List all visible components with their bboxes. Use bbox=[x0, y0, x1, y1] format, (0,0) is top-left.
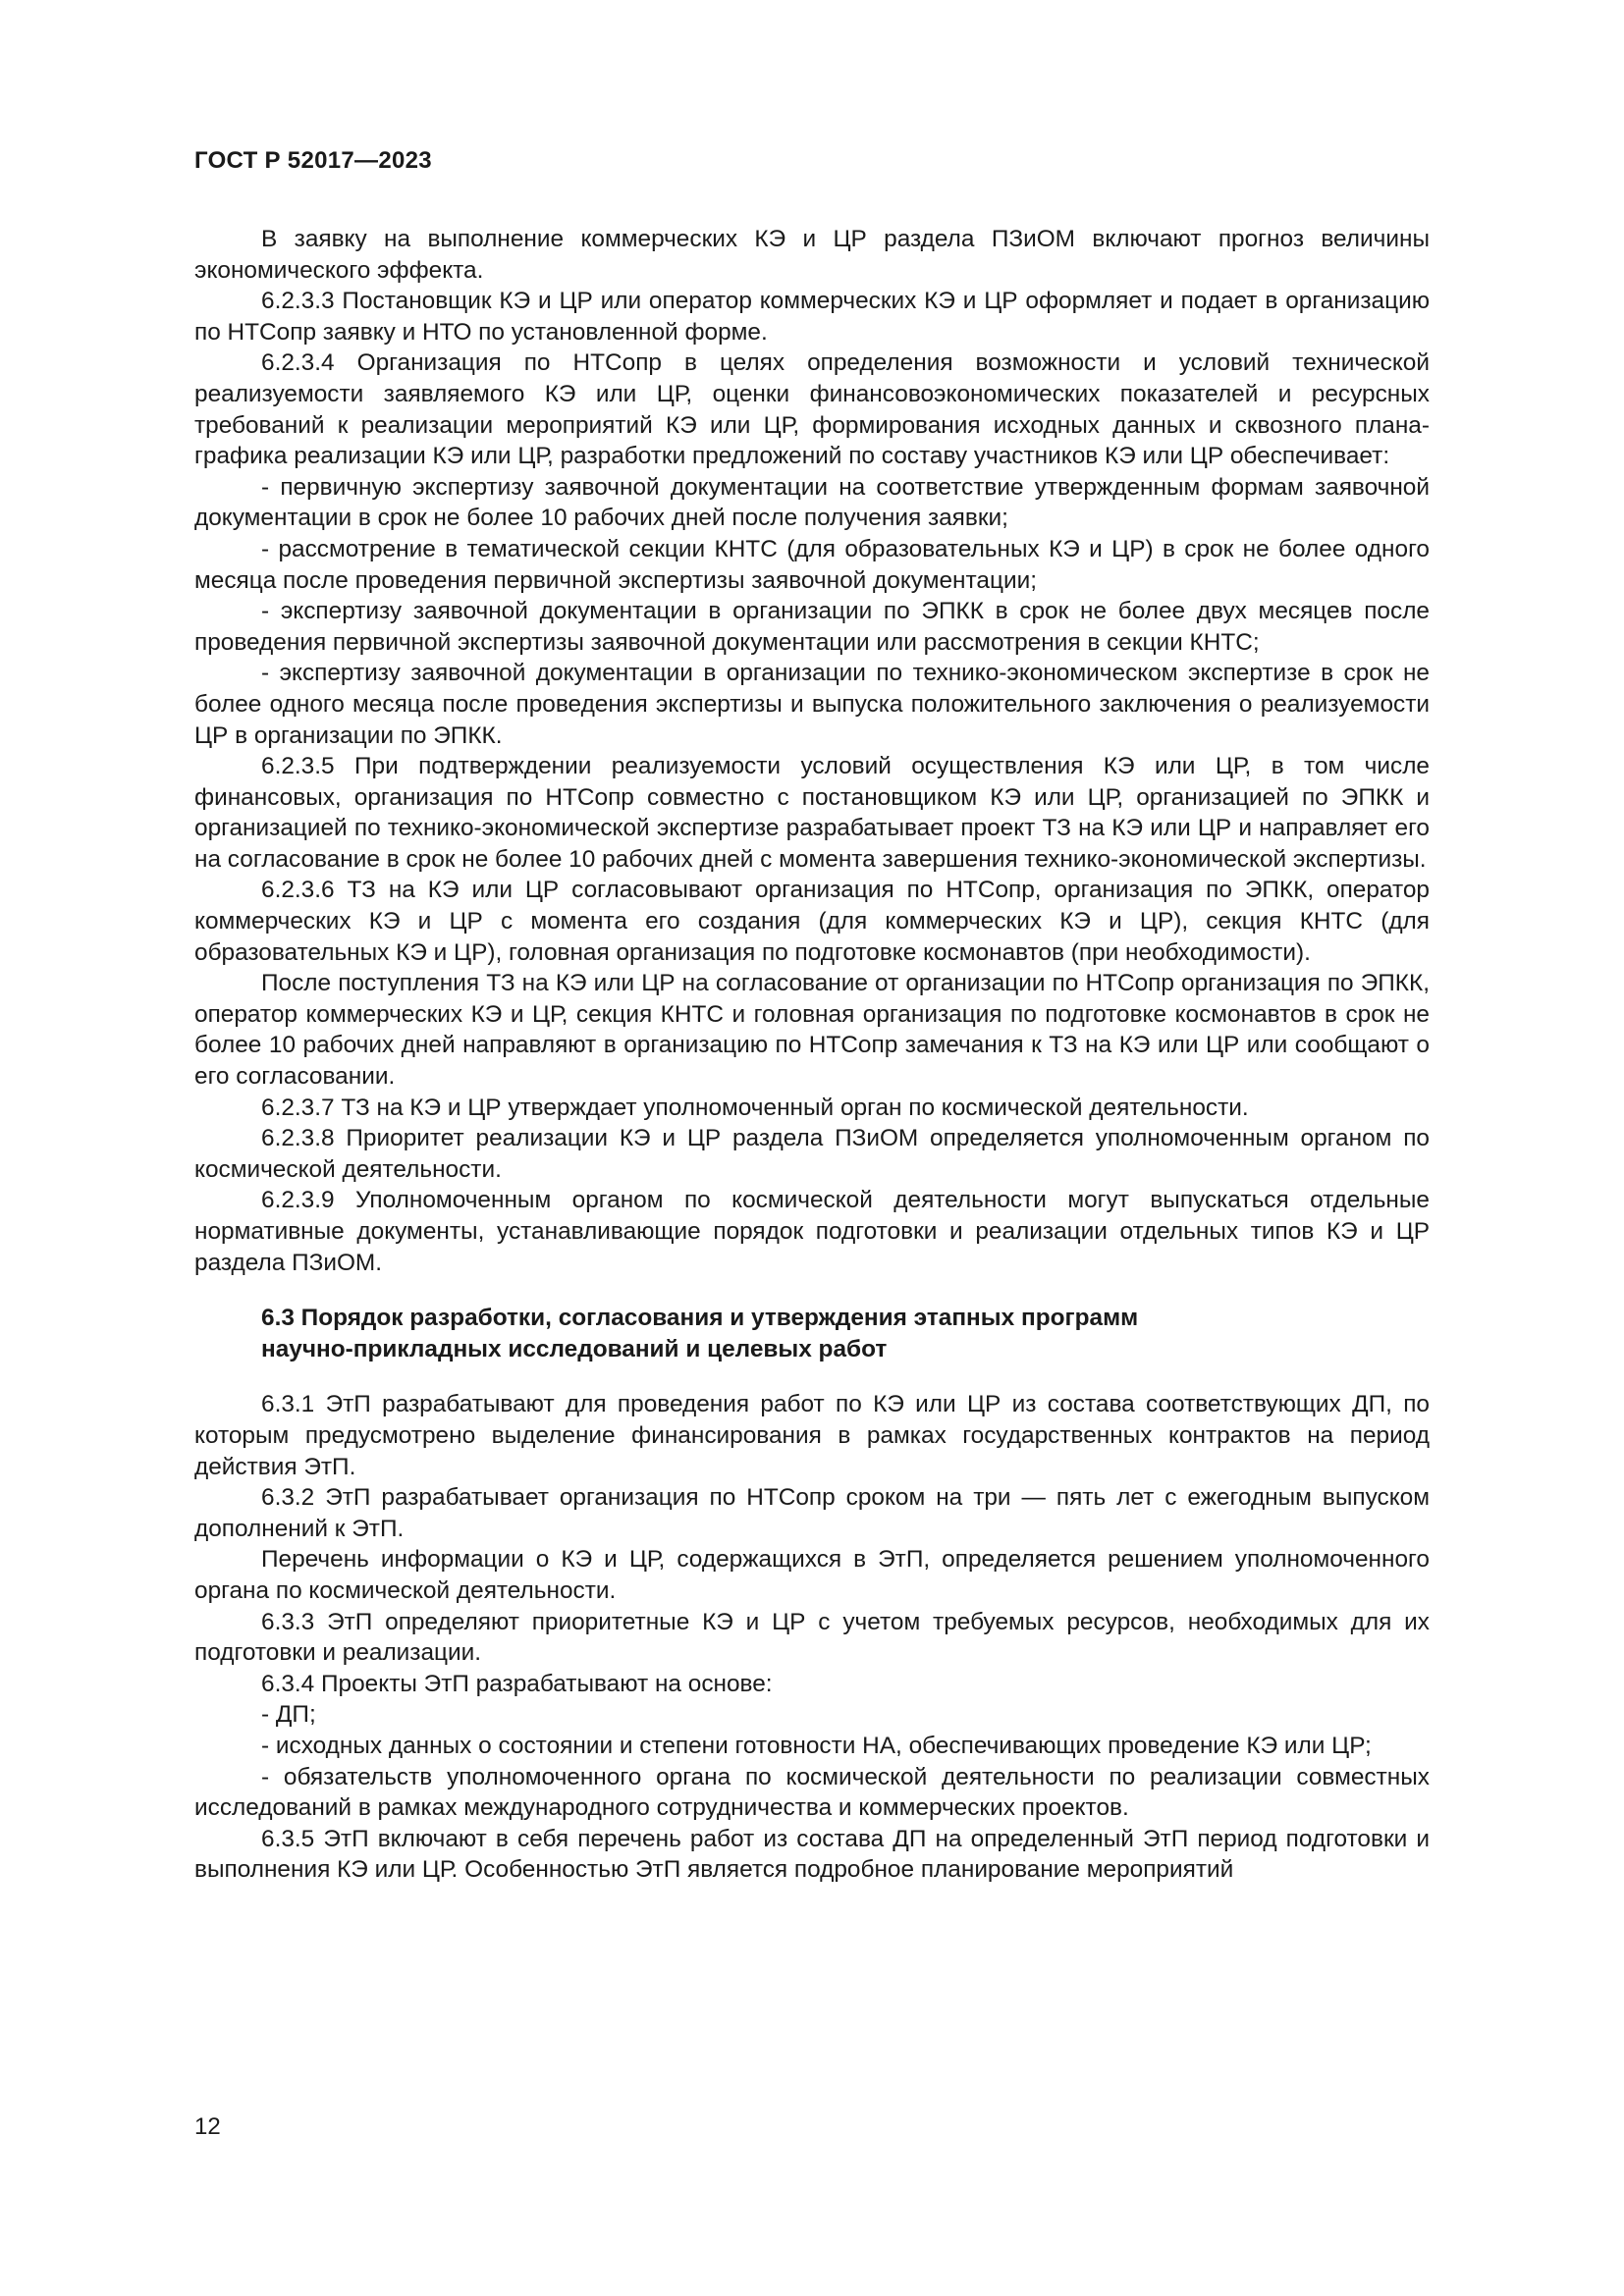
paragraph-6-2-3-9: 6.2.3.9 Уполномоченным органом по космической деятельности могут выпускаться отдельные нормативные документы, устанавливающие порядок подготовки и реализации отдельных типов КЭ и ЦР раздела ПЗиОМ. bbox=[194, 1187, 1430, 1276]
paragraph-6-3-4: 6.3.4 Проекты ЭтП разрабатывают на основе: bbox=[261, 1670, 773, 1697]
paragraph-6-2-3-8: 6.2.3.8 Приоритет реализации КЭ и ЦР раздела ПЗиОМ определяется уполномоченным органом по космической деятельности. bbox=[194, 1125, 1430, 1183]
paragraph-6-2-3-6: 6.2.3.6 ТЗ на КЭ или ЦР согласовывают организация по НТСопр, организация по ЭПКК, оператор коммерческих КЭ и ЦР с момента его создания (для коммерческих КЭ и ЦР), секция КНТС (для образовательных КЭ и ЦР), головная организация по подготовке космонавтов (при необходимости). bbox=[194, 877, 1430, 966]
paragraph-6-3-2: 6.3.2 ЭтП разрабатывает организация по НТСопр сроком на три — пять лет с ежегодным выпуском дополнений к ЭтП. bbox=[194, 1484, 1430, 1542]
section-heading-line: научно-прикладных исследований и целевых работ bbox=[261, 1335, 888, 1362]
paragraph: В заявку на выполнение коммерческих КЭ и ЦР раздела ПЗиОМ включают прогноз величины экономического эффекта. bbox=[194, 226, 1430, 284]
document-body bbox=[194, 224, 1430, 1886]
paragraph: После поступления ТЗ на КЭ или ЦР на согласование от организации по НТСопр организация по ЭПКК, оператор коммерческих КЭ и ЦР, секция КНТС и головная организация по подготовке космонавтов в срок не более 10 рабочих дней направляют в организацию по НТСопр замечания к ТЗ на КЭ или ЦР или сообщают о его согласовании. bbox=[194, 970, 1430, 1091]
paragraph-6-3-3: 6.3.3 ЭтП определяют приоритетные КЭ и ЦР с учетом требуемых ресурсов, необходимых для их подготовки и реализации. bbox=[194, 1608, 1430, 1667]
list-item: - ДП; bbox=[261, 1701, 316, 1729]
paragraph: Перечень информации о КЭ и ЦР, содержащихся в ЭтП, определяется решением уполномоченного органа по космической деятельности. bbox=[194, 1546, 1430, 1604]
list-item: - экспертизу заявочной документации в организации по технико-экономическом экспертизе в срок не более одного месяца после проведения экспертизы и выпуска положительного заключения о реализуемости ЦР в организации по ЭПКК. bbox=[194, 660, 1430, 749]
list-item: - обязательств уполномоченного органа по космической деятельности по реализации совместных исследований в рамках международного сотрудничества и коммерческих проектов. bbox=[194, 1763, 1430, 1822]
list-item: - рассмотрение в тематической секции КНТС (для образовательных КЭ и ЦР) в срок не более одного месяца после проведения первичной экспертизы заявочной документации; bbox=[194, 535, 1430, 594]
list-item: - экспертизу заявочной документации в организации по ЭПКК в срок не более двух месяцев после проведения первичной экспертизы заявочной документации или рассмотрения в секции КНТС; bbox=[194, 598, 1430, 656]
document-code-header: ГОСТ Р 52017—2023 bbox=[194, 147, 432, 174]
list-item: - исходных данных о состоянии и степени готовности НА, обеспечивающих проведение КЭ или ЦР; bbox=[261, 1732, 1372, 1759]
section-heading-6-3 bbox=[194, 1303, 1430, 1364]
page-number: 12 bbox=[194, 2113, 221, 2140]
paragraph-6-2-3-3: 6.2.3.3 Постановщик КЭ и ЦР или оператор коммерческих КЭ и ЦР оформляет и подает в организацию по НТСопр заявку и НТО по установленной форме. bbox=[194, 288, 1430, 346]
paragraph-6-2-3-5: 6.2.3.5 При подтверждении реализуемости условий осуществления КЭ или ЦР, в том числе финансовых, организация по НТСопр совместно с постановщиком КЭ или ЦР, организацией по ЭПКК и организацией по технико-экономической экспертизе разрабатывает проект ТЗ на КЭ или ЦР и направляет его на согласование в срок не более 10 рабочих дней с момента завершения технико-экономической экспертизы. bbox=[194, 753, 1430, 873]
list-item: - первичную экспертизу заявочной документации на соответствие утвержденным формам заявочной документации в срок не более 10 рабочих дней после получения заявки; bbox=[194, 473, 1430, 532]
paragraph-6-2-3-4: 6.2.3.4 Организация по НТСопр в целях определения возможности и условий технической реализуемости заявляемого КЭ или ЦР, оценки финансовоэкономических показателей и ресурсных требований к реализации мероприятий КЭ или ЦР, формирования исходных данных и сквозного плана-графика реализации КЭ или ЦР, разработки предложений по составу участников КЭ или ЦР обеспечивает: bbox=[194, 349, 1430, 470]
paragraph-6-2-3-7: 6.2.3.7 ТЗ на КЭ и ЦР утверждает уполномоченный орган по космической деятельности. bbox=[261, 1094, 1249, 1121]
paragraph-6-3-1: 6.3.1 ЭтП разрабатывают для проведения работ по КЭ или ЦР из состава соответствующих ДП, по которым предусмотрено выделение финансирования в рамках государственных контрактов на период действия ЭтП. bbox=[194, 1391, 1430, 1480]
paragraph-6-3-5: 6.3.5 ЭтП включают в себя перечень работ из состава ДП на определенный ЭтП период подготовки и выполнения КЭ или ЦР. Особенностью ЭтП является подробное планирование мероприятий bbox=[194, 1825, 1430, 1884]
section-heading-line: 6.3 Порядок разработки, согласования и утверждения этапных программ bbox=[261, 1305, 1139, 1332]
